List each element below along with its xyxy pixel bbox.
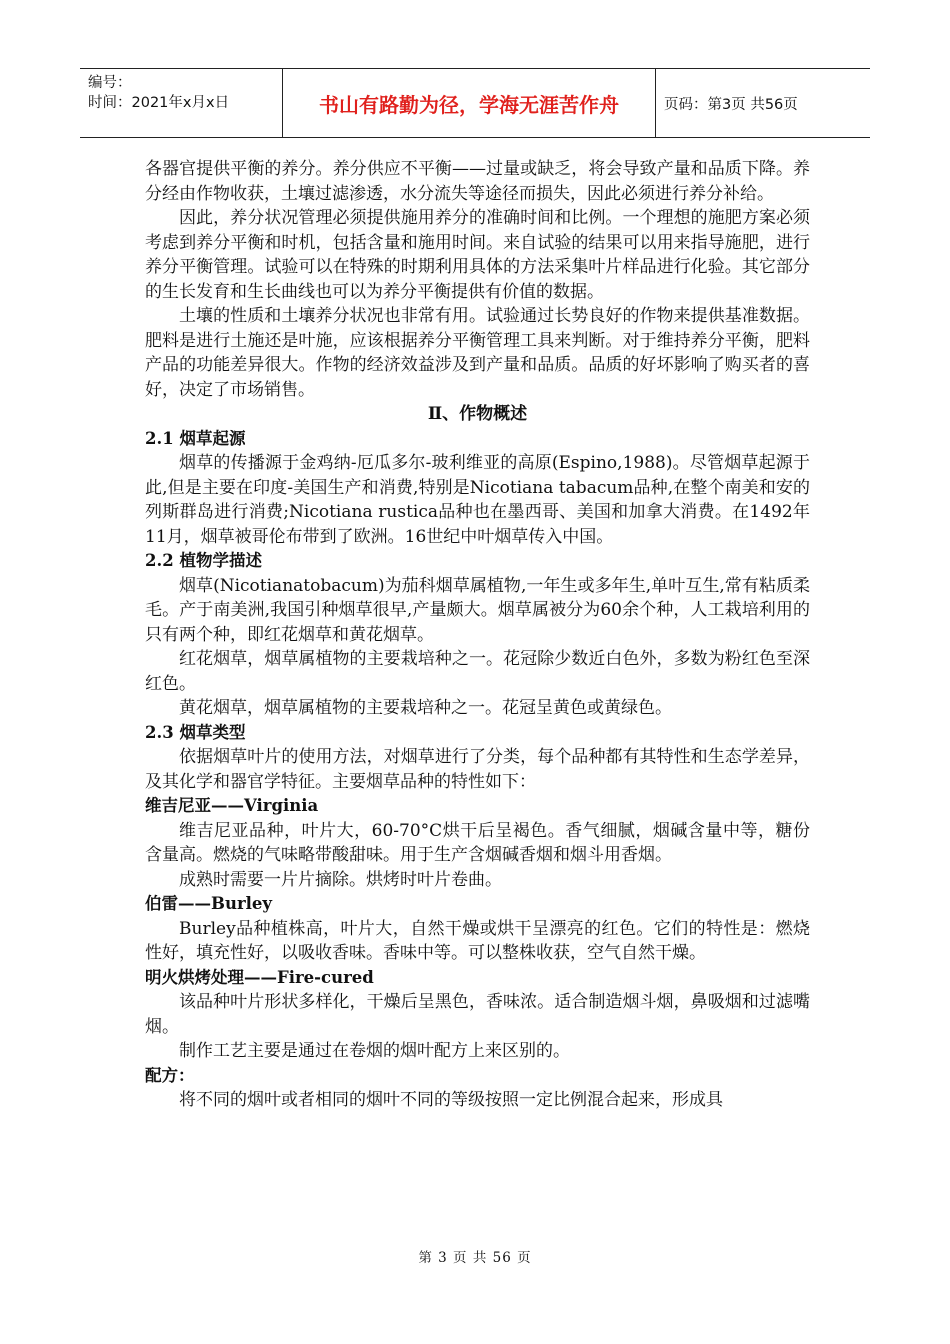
paragraph: 土壤的性质和土壤养分状况也非常有用。试验通过长势良好的作物来提供基准数据。肥料是进行土施还是叶施，应该根据养分平衡管理工具来判断。对于维持养分平衡，肥料产品的功能差异很大。作物的经济效益涉及到产量和品质。品质的好坏影响了购买者的喜好，决定了市场销售。 [145, 306, 810, 400]
paragraph: 黄花烟草，烟草属植物的主要栽培种之一。花冠呈黄色或黄绿色。 [179, 698, 672, 718]
paragraph: 依据烟草叶片的使用方法，对烟草进行了分类，每个品种都有其特性和生态学差异，及其化学和器官学特征。主要烟草品种的特性如下： [145, 747, 810, 792]
paragraph: 成熟时需要一片片摘除。烘烤时叶片卷曲。 [179, 869, 502, 890]
paragraph: 各器官提供平衡的养分。养分供应不平衡——过量或缺乏，将会导致产量和品质下降。养分经由作物收获，土壤过滤渗透，水分流失等途径而损失，因此必须进行养分补给。 [145, 159, 810, 204]
variety-heading: 明火烘烤处理——Fire-cured [145, 967, 374, 987]
paragraph: 该品种叶片形状多样化，干燥后呈黑色，香味浓。适合制造烟斗烟，鼻吸烟和过滤嘴烟。 [145, 992, 810, 1037]
header-motto: 书山有路勤为径，学海无涯苦作舟 [283, 69, 656, 137]
page-header [80, 68, 870, 138]
subsection-heading: 2.3 烟草类型 [145, 722, 246, 742]
paragraph: 制作工艺主要是通过在卷烟的烟叶配方上来区别的。 [179, 1041, 570, 1061]
subsection-heading: 2.2 植物学描述 [145, 551, 262, 570]
page-footer: 第 3 页 共 56 页 [418, 1250, 532, 1266]
variety-heading: 伯雷——Burley [145, 894, 272, 913]
paragraph: 烟草的传播源于金鸡纳-厄瓜多尔-玻利维亚的高原(Espino,1988)。尽管烟草起源于此,但是主要在印度-美国生产和消费,特别是Nicotiana tabacum品种,在整个南美和安的列斯群岛进行消费;Nicotiana rustica品种也在墨西哥、美国和加拿大消费。在1492年11月，烟草被哥伦布带到了欧洲。16世纪中叶烟草传入中国。 [145, 453, 810, 547]
header-number-label: 编号： [88, 75, 132, 91]
paragraph: 红花烟草，烟草属植物的主要栽培种之一。花冠除少数近白色外，多数为粉红色至深红色。 [145, 649, 810, 694]
header-time-label: 时间：2021年x月x日 [88, 95, 230, 111]
paragraph: 烟草(Nicotianatobacum)为茄科烟草属植物,一年生或多年生,单叶互生,常有粘质柔毛。产于南美洲,我国引种烟草很早,产量颇大。烟草属被分为60余个种，人工栽培利用的只有两个种，即红花烟草和黄花烟草。 [145, 575, 810, 645]
paragraph: 将不同的烟叶或者相同的烟叶不同的等级按照一定比例混合起来，形成具 [179, 1090, 723, 1110]
document-body [145, 157, 810, 1113]
paragraph: 因此，养分状况管理必须提供施用养分的准确时间和比例。一个理想的施肥方案必须考虑到养分平衡和时机，包括含量和施用时间。来自试验的结果可以用来指导施肥，进行养分平衡管理。试验可以在特殊的时期利用具体的方法采集叶片样品进行化验。其它部分的生长发育和生长曲线也可以为养分平衡提供有价值的数据。 [145, 208, 810, 302]
formula-heading: 配方： [145, 1065, 195, 1085]
subsection-heading: 2.1 烟草起源 [145, 428, 246, 448]
variety-heading: 维吉尼亚——Virginia [145, 796, 319, 815]
paragraph: 维吉尼亚品种，叶片大，60-70°C烘干后呈褐色。香气细腻，烟碱含量中等，糖份含量高。燃烧的气味略带酸甜味。用于生产含烟碱香烟和烟斗用香烟。 [145, 820, 810, 865]
paragraph: Burley品种植株高，叶片大，自然干燥或烘干呈漂亮的红色。它们的特性是：燃烧性好，填充性好，以吸收香味。香味中等。可以整株收获，空气自然干燥。 [145, 918, 810, 963]
section-heading: Ⅱ、作物概述 [427, 404, 528, 424]
header-page-label: 页码：第3页 共56页 [664, 96, 798, 113]
header-meta [80, 69, 283, 137]
